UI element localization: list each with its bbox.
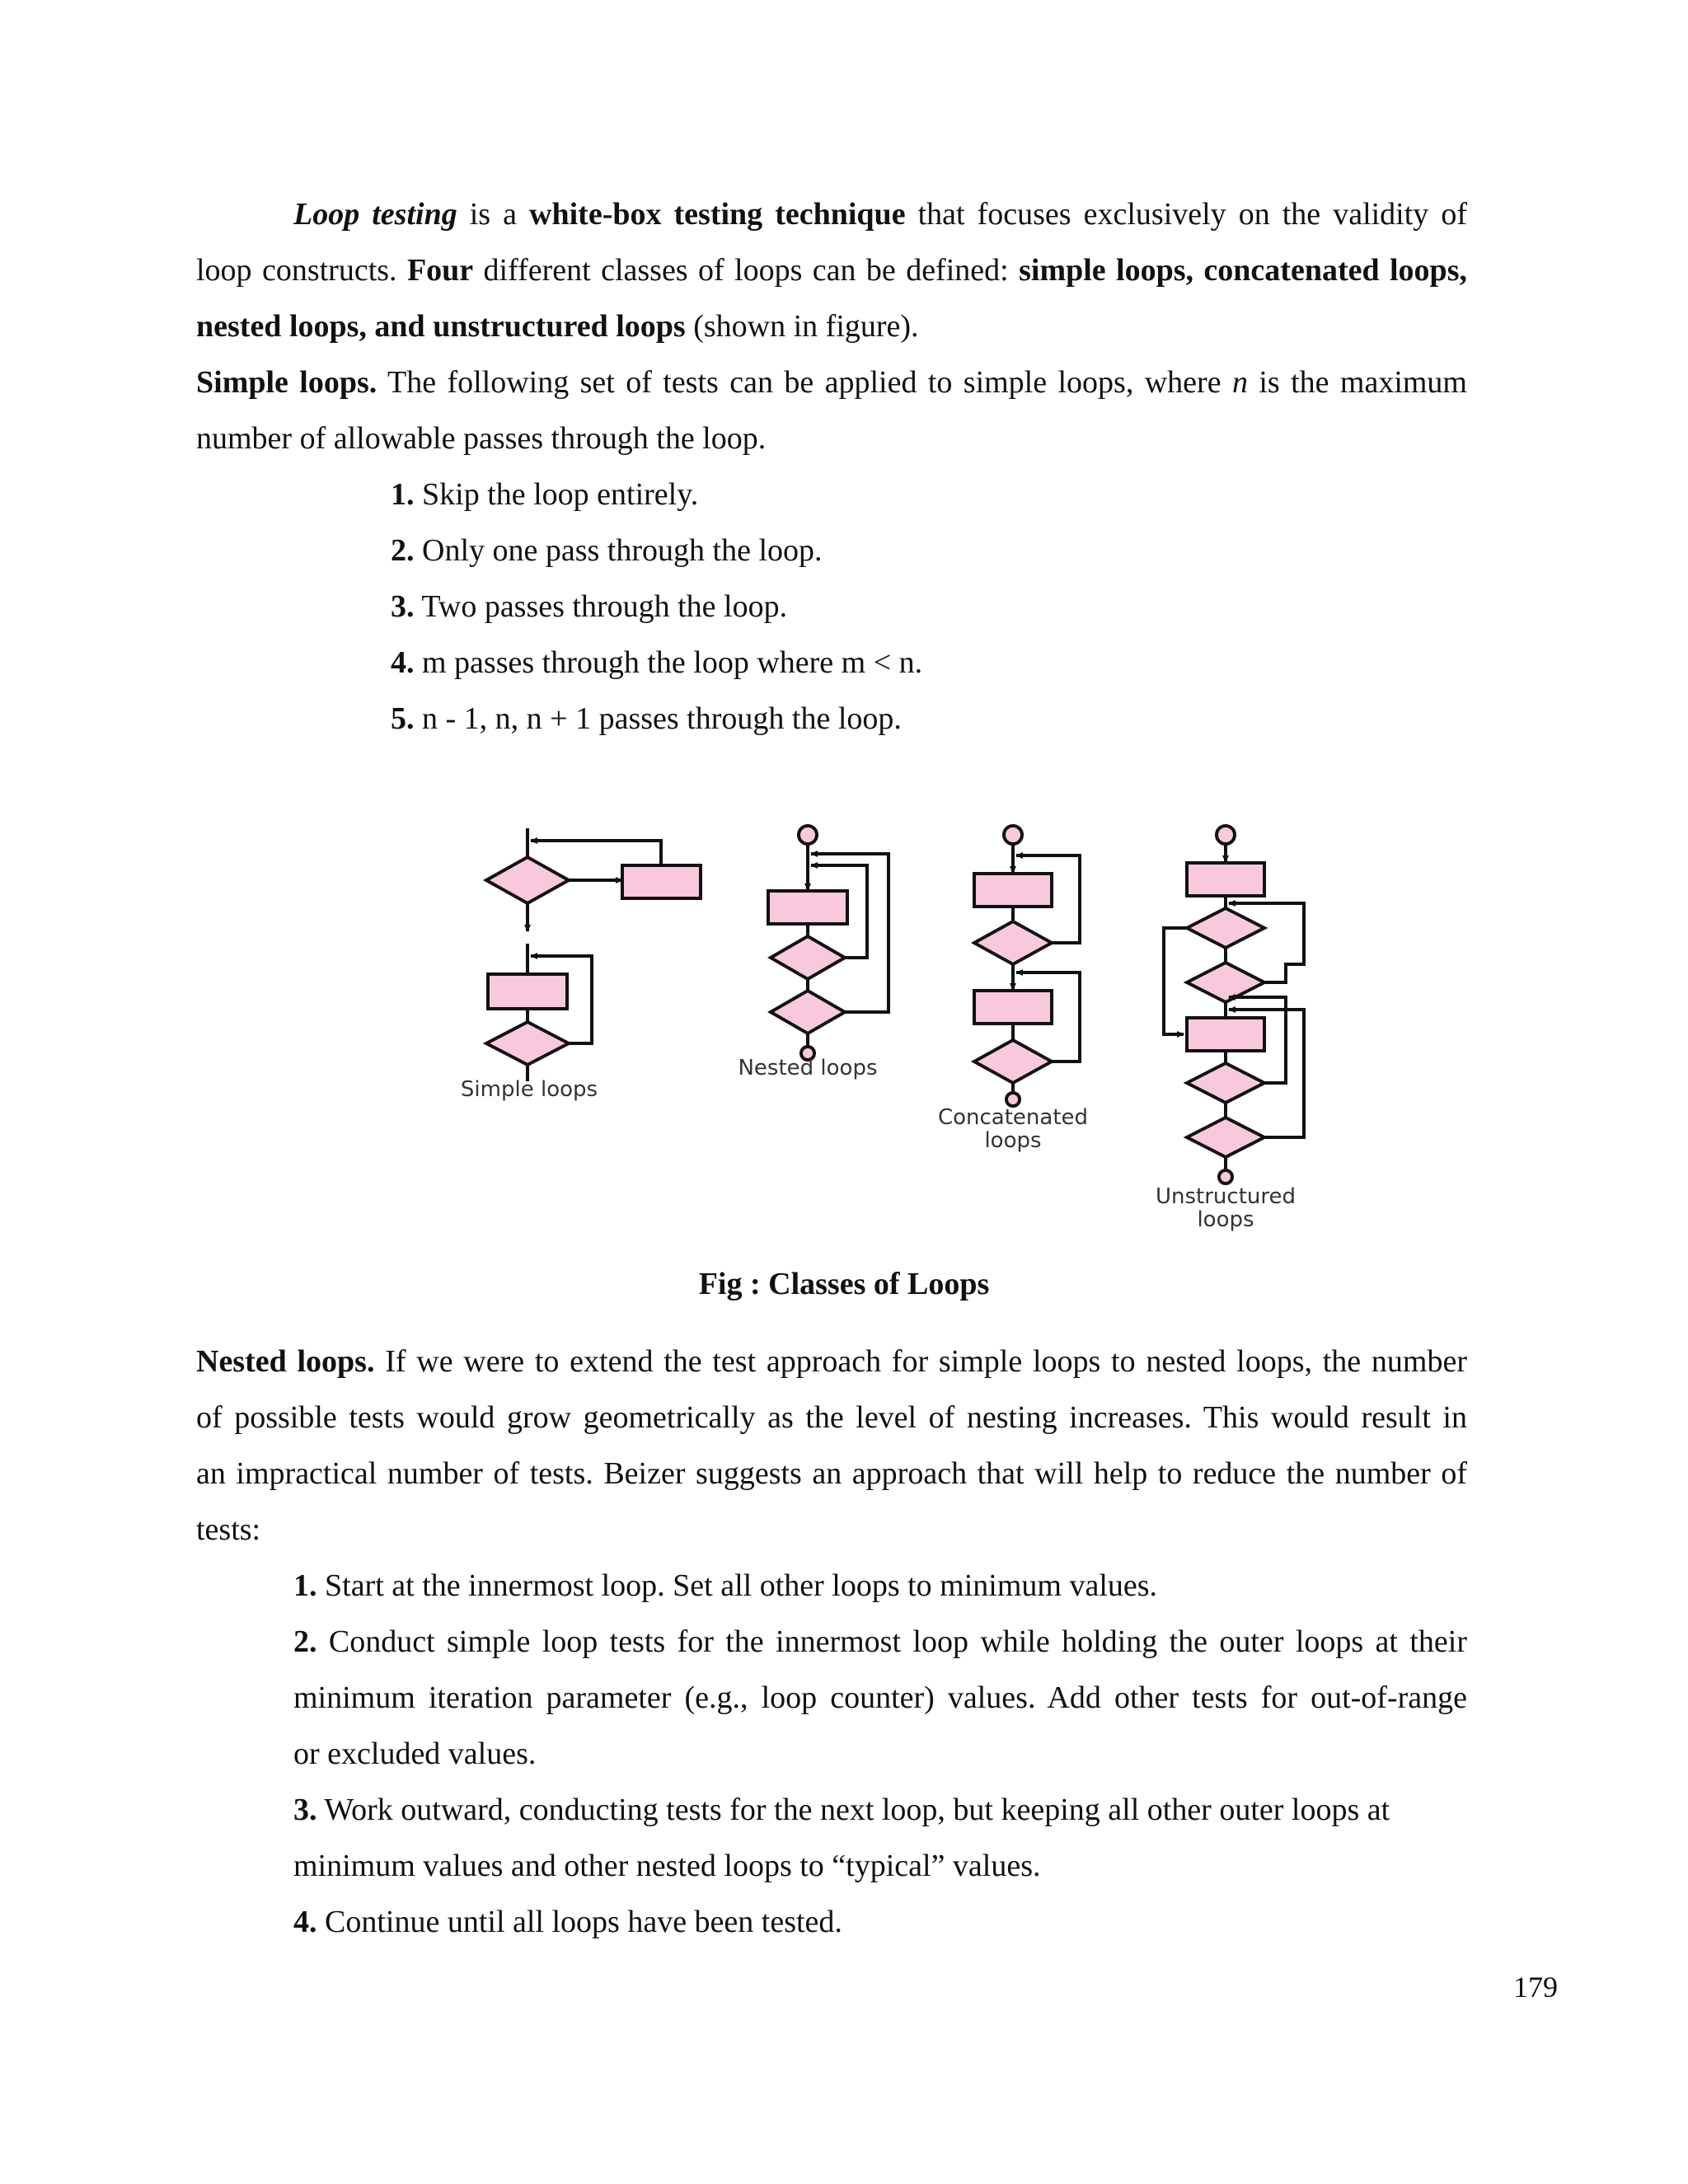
nested-item-2-cont-1: minimum iteration parameter (e.g., loop counter) values. Add other tests for out-of-range: [293, 1680, 1467, 1715]
nested-line-2: of possible tests would grow geometrically as the level of nesting increases. This would result in: [196, 1400, 1467, 1435]
nested-item-3-cont-1: minimum values and other nested loops to “typical” values.: [293, 1849, 1041, 1883]
unstructured-loops-diagram: [1164, 826, 1304, 1183]
item-number: 3.: [391, 589, 415, 624]
term-white-box: white-box testing technique: [529, 197, 906, 232]
heading-simple-loops: Simple loops.: [196, 365, 377, 400]
item-text: Work outward, conducting tests for the next loop, but keeping all other outer loops at: [316, 1793, 1390, 1827]
text-fragment: loop constructs.: [196, 253, 407, 288]
item-text: n - 1, n, n + 1 passes through the loop.: [414, 701, 902, 736]
nested-item-3: [293, 1790, 1390, 1830]
nested-line-1: [196, 1342, 1467, 1381]
label-unstructured-loops-2: loops: [1197, 1207, 1254, 1232]
var-n: n: [1231, 365, 1248, 400]
item-text: Skip the loop entirely.: [414, 477, 699, 512]
text-fragment: different classes of loops can be defined:: [473, 253, 1020, 288]
item-number: 3.: [293, 1793, 317, 1827]
nested-item-2-cont-2: or excluded values.: [293, 1736, 537, 1771]
text-fragment: The following set of tests can be applied to simple loops, where: [377, 365, 1232, 400]
item-number: 5.: [391, 701, 415, 736]
label-concatenated-loops-2: loops: [984, 1128, 1042, 1153]
nested-loops-diagram: [768, 826, 889, 1060]
label-concatenated-loops-1: Concatenated: [937, 1105, 1089, 1130]
nested-item-2: [293, 1622, 1467, 1661]
simple-line-2: number of allowable passes through the loop.: [196, 421, 767, 456]
text-fragment: that focuses exclusively on the validity of: [905, 197, 1467, 232]
item-number: 1.: [293, 1568, 317, 1603]
item-text: Only one pass through the loop.: [414, 533, 823, 568]
heading-nested-loops: Nested loops.: [196, 1344, 375, 1379]
term-loop-testing: Loop testing: [293, 197, 457, 232]
term-four: Four: [406, 253, 474, 288]
figure-caption: Fig : Classes of Loops: [698, 1267, 990, 1301]
nested-line-4: tests:: [196, 1512, 261, 1547]
item-text: Start at the innermost loop. Set all other loops to minimum values.: [316, 1568, 1158, 1603]
item-text: m passes through the loop where m < n.: [414, 645, 923, 680]
page-number: 179: [1513, 1971, 1558, 2004]
item-text: Conduct simple loop tests for the innermost loop while holding the outer loops at their: [316, 1624, 1467, 1659]
simple-loops-diagram: [486, 828, 701, 1081]
item-number: 2.: [391, 533, 415, 568]
concatenated-loops-diagram: [974, 826, 1080, 1106]
term-loop-classes-cont: nested loops, and unstructured loops: [196, 309, 686, 344]
item-number: 4.: [293, 1905, 317, 1939]
item-number: 2.: [293, 1624, 317, 1659]
label-simple-loops: Simple loops: [460, 1077, 598, 1102]
text-fragment: If we were to extend the test approach for simple loops to nested loops, the number: [374, 1344, 1467, 1379]
text-fragment: is a: [457, 197, 530, 232]
item-number: 1.: [391, 477, 415, 512]
nested-item-1: [293, 1566, 1157, 1605]
text-fragment: is the maximum: [1247, 365, 1467, 400]
label-unstructured-loops-1: Unstructured: [1155, 1184, 1296, 1209]
term-loop-classes: simple loops, concatenated loops,: [1019, 253, 1467, 288]
text-fragment: (shown in figure).: [685, 309, 919, 344]
item-text: Continue until all loops have been tested.: [316, 1905, 842, 1939]
label-nested-loops: Nested loops: [738, 1056, 878, 1080]
item-text: Two passes through the loop.: [414, 589, 788, 624]
item-number: 4.: [391, 645, 415, 680]
nested-item-4: [293, 1902, 842, 1942]
nested-line-3: an impractical number of tests. Beizer suggests an approach that will help to reduce the number of: [196, 1456, 1467, 1491]
